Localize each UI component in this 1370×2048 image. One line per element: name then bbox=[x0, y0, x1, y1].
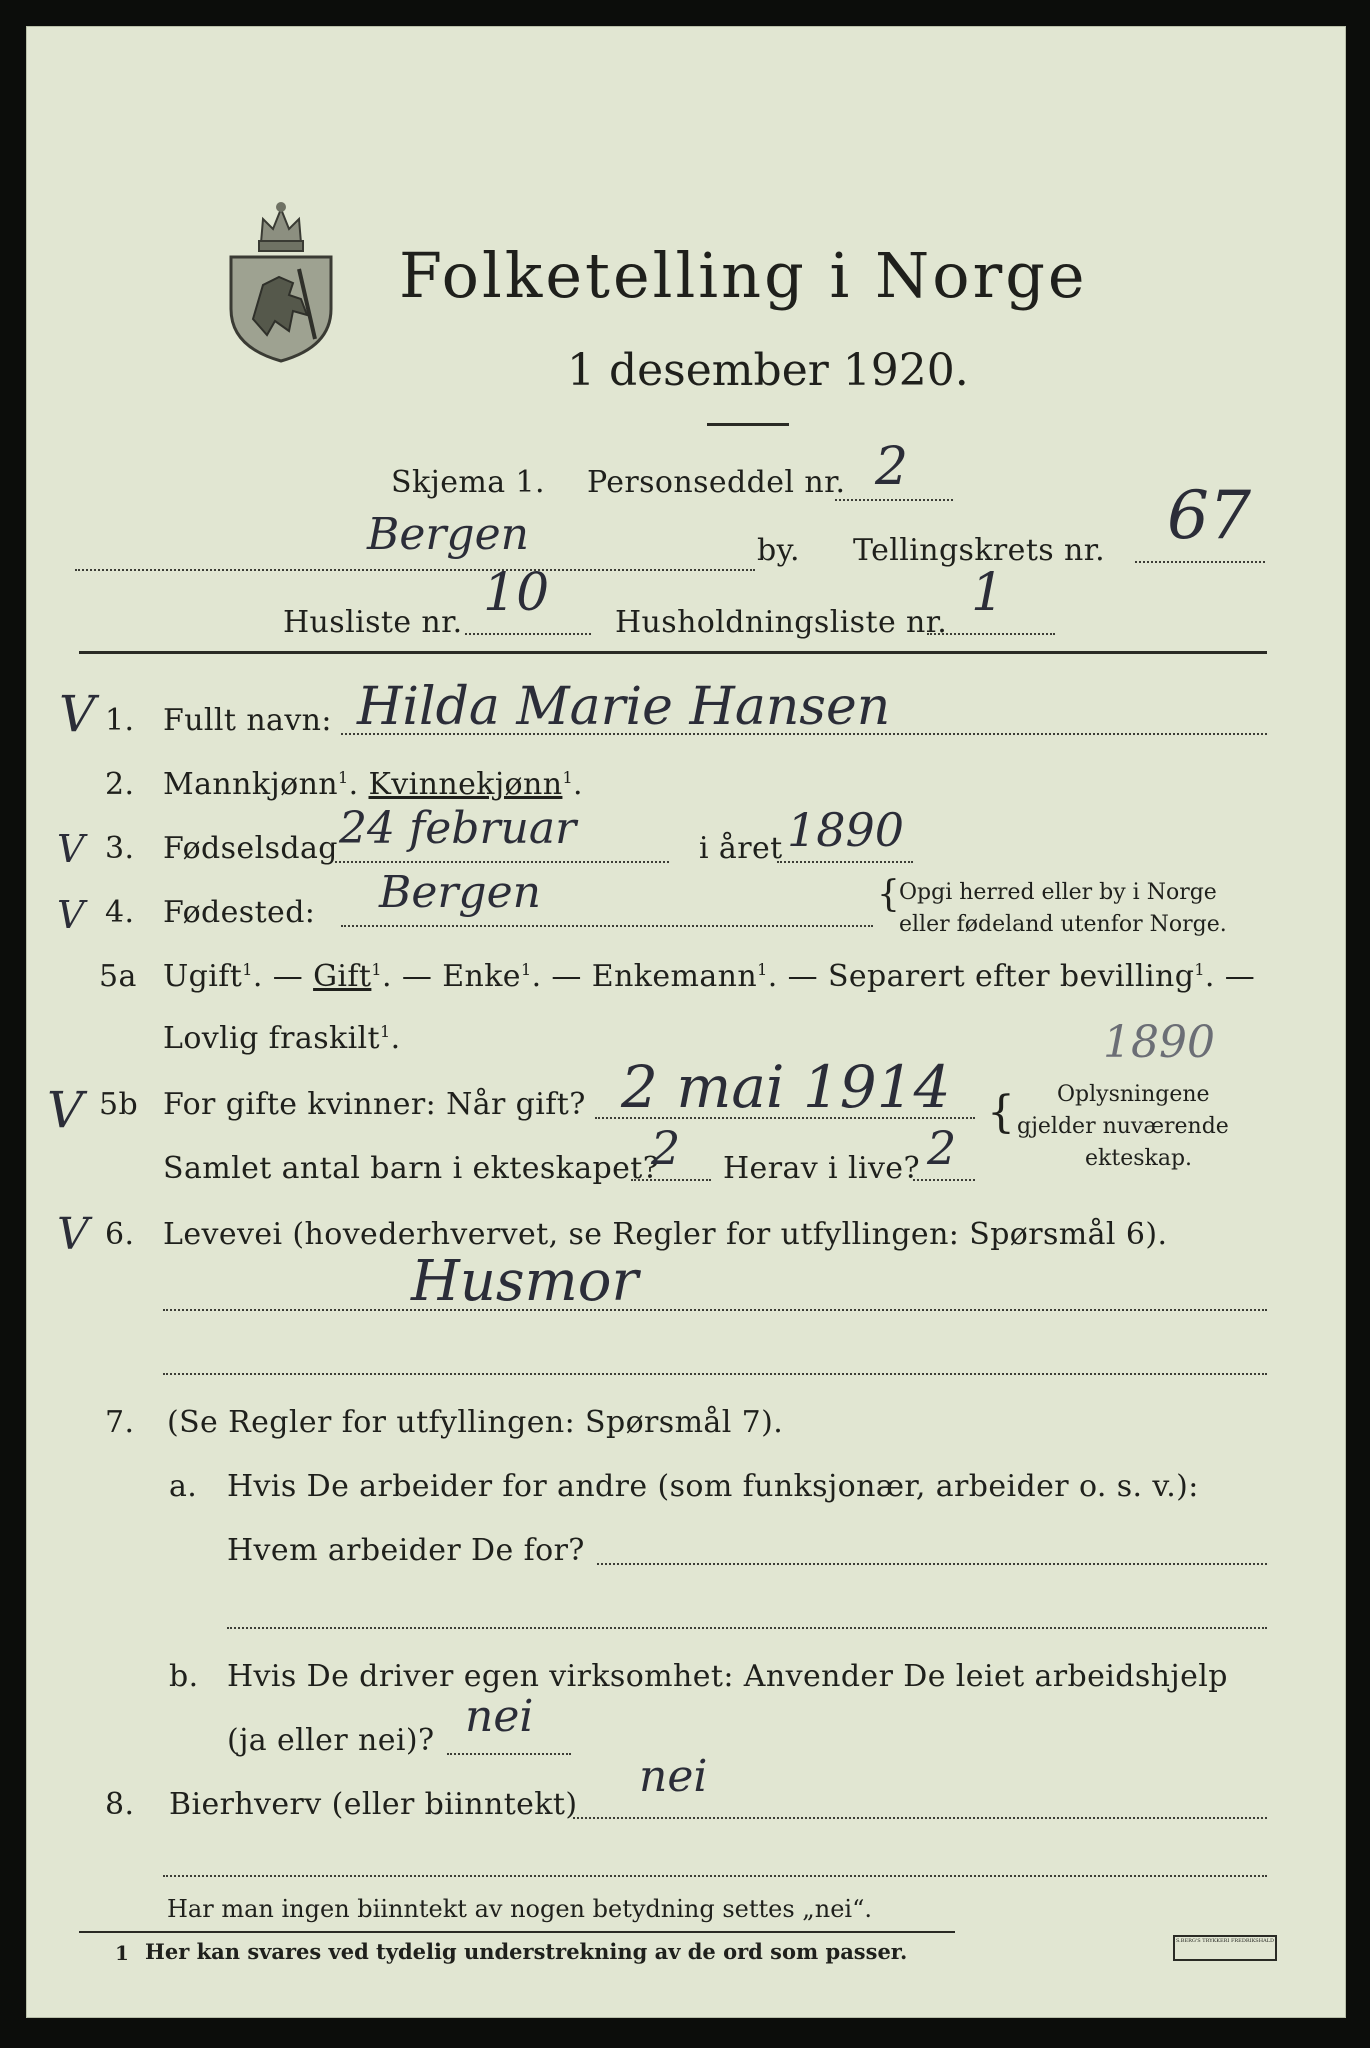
q4-number: 4. bbox=[105, 895, 135, 930]
q6-number: 6. bbox=[105, 1217, 135, 1252]
q4-note-line-2: eller fødeland utenfor Norge. bbox=[899, 912, 1227, 937]
q8-label: Bierhverv (eller biinntekt) bbox=[169, 1787, 578, 1822]
q5a-gift: Gift bbox=[313, 959, 372, 994]
q5b-note-line-2: gjelder nuværende bbox=[1017, 1114, 1229, 1139]
personseddel-value: 2 bbox=[875, 437, 909, 497]
q7a-letter: a. bbox=[169, 1469, 198, 1504]
tellingskrets-line bbox=[1135, 561, 1265, 563]
husliste-line bbox=[465, 633, 591, 635]
footer-note: Har man ingen biinntekt av nogen betydning settes „nei“. bbox=[167, 1895, 872, 1923]
q2-number: 2. bbox=[105, 767, 135, 802]
q2-male: Mannkjønn bbox=[163, 767, 339, 802]
q5a-enkemann-footnote-mark: 1 bbox=[757, 960, 768, 979]
q5a-fraskilt: Lovlig fraskilt bbox=[163, 1021, 381, 1056]
q5b-barn-label: Samlet antal barn i ekteskapet? bbox=[163, 1151, 660, 1186]
q3-year-label: i året bbox=[699, 831, 783, 866]
q5b-note-line-3: ekteskap. bbox=[1085, 1146, 1193, 1171]
margin-check-q5b: V bbox=[47, 1081, 84, 1139]
q1-number: 1. bbox=[105, 703, 135, 738]
q5b-note-line-1: Oplysningene bbox=[1057, 1082, 1210, 1107]
q7b-letter: b. bbox=[169, 1659, 199, 1694]
q8-line-2 bbox=[163, 1875, 1267, 1877]
q5a-enkemann: Enkemann bbox=[591, 959, 758, 994]
footnote-text: Her kan svares ved tydelig understrekning av de ord som passer. bbox=[145, 1939, 908, 1964]
q7b-value: nei bbox=[465, 1691, 534, 1742]
q7b-text: Hvis De driver egen virksomhet: Anvender De leiet arbeidshjelp bbox=[227, 1659, 1228, 1694]
q5b-live-line bbox=[913, 1179, 975, 1181]
q5a-separert: Separert efter bevilling bbox=[827, 959, 1195, 994]
q8-number: 8. bbox=[105, 1787, 135, 1822]
q1-value: Hilda Marie Hansen bbox=[357, 677, 891, 737]
q5a-fraskilt-footnote-mark: 1 bbox=[380, 1022, 391, 1041]
tellingskrets-label: Tellingskrets nr. bbox=[853, 533, 1106, 568]
by-label: by. bbox=[757, 533, 800, 568]
footnote-number: 1 bbox=[115, 1941, 129, 1965]
husliste-label: Husliste nr. bbox=[283, 605, 463, 640]
q2-female-footnote-mark: 1 bbox=[562, 768, 574, 787]
q7b-question: (ja eller nei)? bbox=[227, 1723, 435, 1758]
husholdningsliste-label: Husholdningsliste nr. bbox=[615, 605, 948, 640]
q7b-line bbox=[447, 1753, 571, 1755]
skjema-label: Skjema 1. bbox=[391, 465, 545, 500]
q4-label: Fødested: bbox=[163, 895, 316, 930]
personseddel-label: Personseddel nr. bbox=[587, 465, 846, 500]
q6-line-2 bbox=[163, 1373, 1267, 1375]
q5a-ugift: Ugift bbox=[163, 959, 243, 994]
q5a-gift-footnote-mark: 1 bbox=[371, 960, 382, 979]
census-form bbox=[26, 26, 1346, 2018]
q5b-label: For gifte kvinner: Når gift? bbox=[163, 1087, 586, 1122]
q4-line bbox=[341, 925, 873, 927]
printer-mark: S.BERG'S TRYKKERI FREDRIKSHALD bbox=[1173, 1935, 1277, 1961]
margin-check-q6: V bbox=[57, 1209, 89, 1260]
q5a-separert-footnote-mark: 1 bbox=[1194, 960, 1205, 979]
title-rule bbox=[707, 423, 789, 426]
by-line bbox=[75, 569, 755, 571]
footer-rule bbox=[79, 1931, 955, 1933]
q5a-enke: Enke bbox=[442, 959, 521, 994]
q7a-question: Hvem arbeider De for? bbox=[227, 1533, 585, 1568]
header-rule bbox=[79, 651, 1267, 654]
census-date: 1 desember 1920. bbox=[567, 345, 969, 396]
q7-label: (Se Regler for utfyllingen: Spørsmål 7). bbox=[167, 1405, 784, 1440]
margin-check-q4: V bbox=[57, 893, 85, 937]
q3-label: Fødselsdag bbox=[163, 831, 338, 866]
q2-options: Mannkjønn$^1$. Kvinnekjønn$^1$. bbox=[163, 767, 583, 802]
q5b-note-brace: { bbox=[987, 1087, 1015, 1138]
q5a-number: 5a bbox=[99, 959, 137, 994]
q6-value: Husmor bbox=[411, 1249, 639, 1314]
q8-line-1 bbox=[573, 1817, 1267, 1819]
q4-note-brace: { bbox=[877, 874, 900, 915]
q3-year-line bbox=[777, 861, 913, 863]
q1-label: Fullt navn: bbox=[163, 703, 332, 738]
q7a-line-1 bbox=[597, 1563, 1267, 1565]
q5b-barn-line bbox=[631, 1179, 711, 1181]
q5b-barn-value: 2 bbox=[651, 1121, 681, 1175]
husholdningsliste-line bbox=[927, 633, 1055, 635]
by-value: Bergen bbox=[367, 509, 529, 560]
q2-female: Kvinnekjønn bbox=[368, 767, 563, 802]
q7-number: 7. bbox=[105, 1405, 135, 1440]
husliste-value: 10 bbox=[483, 563, 550, 623]
form-title: Folketelling i Norge bbox=[399, 239, 1088, 312]
personseddel-line bbox=[835, 499, 953, 501]
q8-value: nei bbox=[639, 1751, 708, 1802]
q5a-fraskilt-row: Lovlig fraskilt$^1$. bbox=[163, 1021, 401, 1056]
q2-male-footnote-mark: 1 bbox=[338, 768, 349, 787]
q5b-live-value: 2 bbox=[927, 1121, 957, 1175]
q3-number: 3. bbox=[105, 831, 135, 866]
q5a-pencil-note: 1890 bbox=[1103, 1017, 1215, 1068]
q5a-enke-footnote-mark: 1 bbox=[520, 960, 532, 979]
q3-value: 24 februar bbox=[339, 803, 577, 854]
margin-check-q1: V bbox=[59, 685, 96, 743]
tellingskrets-value: 67 bbox=[1167, 477, 1251, 554]
q7a-line-2 bbox=[227, 1627, 1267, 1629]
q4-note-line-1: Opgi herred eller by i Norge bbox=[899, 880, 1217, 905]
husholdningsliste-value: 1 bbox=[971, 563, 1005, 623]
q5b-number: 5b bbox=[99, 1087, 139, 1122]
q3-year-value: 1890 bbox=[787, 803, 905, 857]
q4-value: Bergen bbox=[379, 867, 541, 918]
q3-line bbox=[335, 861, 669, 863]
q7a-text: Hvis De arbeider for andre (som funksjonær, arbeider o. s. v.): bbox=[227, 1469, 1199, 1504]
q6-label: Levevei (hovederhvervet, se Regler for utfyllingen: Spørsmål 6). bbox=[163, 1217, 1168, 1252]
norway-coat-of-arms-icon bbox=[223, 199, 339, 365]
margin-check-q3: V bbox=[57, 827, 85, 871]
q5a-options: Ugift$^1$. — Gift$^1$. — Enke$^1$. — Enkemann$^1$. — Separert efter bevilling$^1$. — bbox=[163, 959, 1256, 994]
q5b-live-label: Herav i live? bbox=[723, 1151, 920, 1186]
q5b-value: 2 mai 1914 bbox=[621, 1053, 951, 1121]
q5a-ugift-footnote-mark: 1 bbox=[242, 960, 253, 979]
q6-line-1 bbox=[163, 1309, 1267, 1311]
